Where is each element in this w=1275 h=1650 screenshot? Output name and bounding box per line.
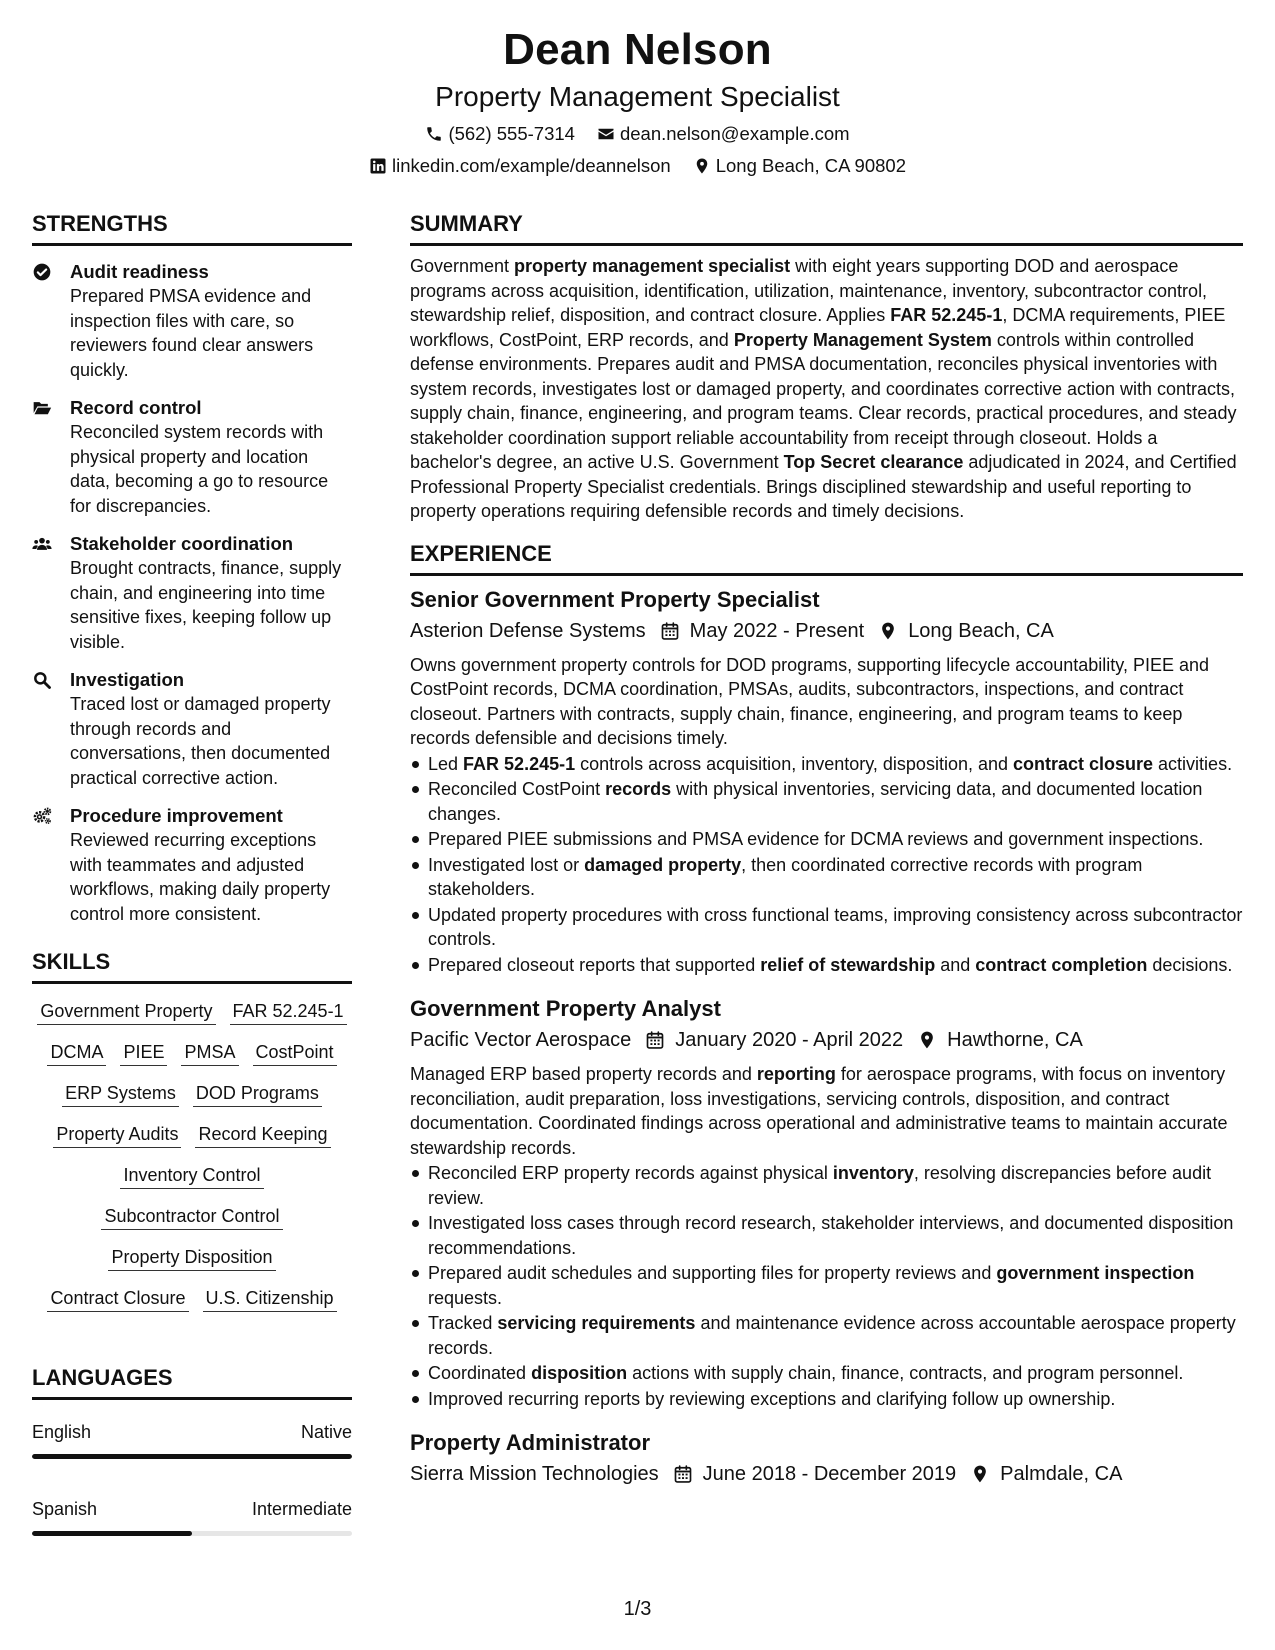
calendar-icon: [660, 621, 680, 641]
strength-desc: Traced lost or damaged property through records and conversations, then documented practical corrective action.: [70, 694, 331, 788]
language-name: English: [32, 1422, 92, 1442]
skills-list: [32, 998, 352, 1312]
job-location: Hawthorne, CA: [947, 1029, 1083, 1051]
language-bar: [32, 1454, 352, 1459]
job-entry: [410, 1429, 1243, 1488]
skill-tag: Property Disposition: [108, 1244, 275, 1271]
language-name: Spanish: [32, 1499, 98, 1519]
job-description: Owns government property controls for DOD programs, supporting lifecycle accountability, PIEE and CostPoint records, DCMA coordination, PMSAs, audits, subcontractors, inspections, and contract closeout. Partners with contracts, supply chain, finance, engineering, and program teams to keep records defensible and decisions timely.: [410, 654, 1210, 748]
contact-email[interactable]: [597, 122, 850, 146]
skill-tag: PMSA: [181, 1039, 238, 1066]
skill-tag: DOD Programs: [193, 1080, 322, 1107]
strength-desc: Reconciled system records with physical property and location data, becoming a go to resource for discrepancies.: [70, 422, 329, 516]
strength-desc: Reviewed recurring exceptions with teammates and adjusted workflows, making daily property control more consistent.: [70, 830, 331, 924]
calendar-icon: [645, 1030, 665, 1050]
map-pin-icon: [917, 1030, 937, 1050]
language-item: [32, 1420, 352, 1459]
strength-title: Investigation: [70, 669, 185, 690]
job-title: Property Administrator: [410, 1430, 651, 1455]
job-bullet: Improved recurring reports by reviewing exceptions and clarifying follow up ownership.: [410, 1387, 1243, 1412]
candidate-name: Dean Nelson: [503, 25, 772, 74]
language-bar: [32, 1531, 352, 1536]
skill-tag: U.S. Citizenship: [203, 1285, 337, 1312]
strength-item: [32, 396, 352, 518]
language-item: [32, 1497, 352, 1536]
job-bullet: Reconciled CostPoint records with physical inventories, servicing data, and documented location changes.: [410, 777, 1243, 826]
job-bullet: Prepared PIEE submissions and PMSA evidence for DCMA reviews and government inspections.: [410, 827, 1243, 852]
job-title: Government Property Analyst: [410, 996, 721, 1021]
job-bullet: Investigated loss cases through record research, stakeholder interviews, and documented disposition recommendations.: [410, 1211, 1243, 1260]
location-text: Long Beach, CA 90802: [715, 155, 906, 176]
check-circle-icon: [32, 262, 52, 282]
job-bullet: Tracked servicing requirements and maintenance evidence across accountable aerospace property records.: [410, 1311, 1243, 1360]
folder-open-icon: [32, 398, 52, 418]
phone-text: (562) 555-7314: [448, 123, 575, 144]
job-title: Senior Government Property Specialist: [410, 586, 820, 612]
job-bullet: Prepared audit schedules and supporting files for property reviews and government inspection requests.: [410, 1261, 1243, 1310]
skill-tag: Subcontractor Control: [101, 1203, 282, 1230]
strength-title: Procedure improvement: [70, 805, 283, 826]
right-column: [410, 210, 1243, 1488]
gears-icon: [32, 806, 52, 826]
summary-text: Government property management specialist with eight years supporting DOD and aerospace programs across acquisition, identification, utilization, maintenance, inventory, subcontractor control, stewardship relief, disposition, and contract closure. Applies FAR 52.245-1, DCMA requirements, PIEE workflows, CostPoint, ERP records, and Property Management System controls within controlled defense environments. Prepares audit and PMSA documentation, reconciles physical inventories with system records, investigates lost or damaged property, and coordinates corrective action with contracts, supply chain, finance, engineering, and program teams. Clear records, practical procedures, and steady stakeholder coordination support reliable accountability from receipt through closeout. Holds a bachelor's degree, an active U.S. Government Top Secret clearance adjudicated in 2024, and Certified Professional Property Specialist credentials. Brings disciplined stewardship and useful reporting to property operations requiring defensible records and timely decisions.: [410, 256, 1237, 521]
strength-title: Audit readiness: [70, 261, 209, 282]
job-bullet: Reconciled ERP property records against physical inventory, resolving discrepancies before audit review.: [410, 1161, 1243, 1210]
strength-item: [32, 804, 352, 926]
strength-desc: Brought contracts, finance, supply chain, and engineering into time sensitive fixes, keeping follow up visible.: [70, 558, 342, 652]
summary-heading: SUMMARY: [410, 210, 1243, 246]
contact-location: [693, 154, 906, 178]
envelope-icon: [597, 125, 615, 143]
strength-item: [32, 668, 352, 790]
job-dates: June 2018 - December 2019: [702, 1463, 957, 1485]
calendar-icon: [673, 1464, 693, 1484]
job-bullet: Prepared closeout reports that supported relief of stewardship and contract completion decisions.: [410, 953, 1243, 978]
job-dates: May 2022 - Present: [689, 619, 865, 642]
skill-tag: Government Property: [37, 998, 215, 1025]
job-meta: [410, 1460, 1243, 1488]
skills-heading: SKILLS: [32, 948, 352, 984]
map-pin-icon: [693, 157, 711, 175]
candidate-title: Property Management Specialist: [435, 81, 840, 112]
job-location: Long Beach, CA: [908, 619, 1054, 642]
resume-header: [0, 22, 1275, 178]
left-column: [32, 210, 352, 1536]
job-bullet: Updated property procedures with cross functional teams, improving consistency across subcontractor controls.: [410, 903, 1243, 952]
skill-tag: Inventory Control: [120, 1162, 263, 1189]
linkedin-icon: [369, 157, 387, 175]
strength-title: Stakeholder coordination: [70, 533, 294, 554]
page-number: 1/3: [623, 1598, 652, 1620]
skill-tag: PIEE: [120, 1039, 167, 1066]
job-meta: [410, 1026, 1243, 1054]
users-icon: [32, 534, 52, 554]
job-company: Asterion Defense Systems: [410, 619, 646, 642]
strength-item: [32, 532, 352, 654]
skill-tag: CostPoint: [253, 1039, 337, 1066]
contact-row-secondary: [0, 154, 1275, 178]
job-bullet: Led FAR 52.245-1 controls across acquisition, inventory, disposition, and contract closure activities.: [410, 752, 1243, 777]
language-bar-fill: [32, 1454, 352, 1459]
skill-tag: Record Keeping: [195, 1121, 330, 1148]
contact-linkedin[interactable]: [369, 154, 671, 178]
experience-heading: EXPERIENCE: [410, 540, 1243, 576]
strength-title: Record control: [70, 397, 202, 418]
skill-tag: Property Audits: [53, 1121, 181, 1148]
job-company: Pacific Vector Aerospace: [410, 1029, 632, 1051]
language-bar-fill: [32, 1531, 192, 1536]
contact-row-primary: [0, 122, 1275, 146]
skill-tag: FAR 52.245-1: [230, 998, 347, 1025]
strengths-heading: STRENGTHS: [32, 210, 352, 246]
job-bullets: [410, 752, 1243, 978]
skill-tag: DCMA: [47, 1039, 106, 1066]
contact-phone[interactable]: [425, 122, 575, 146]
search-icon: [32, 670, 52, 690]
experience-list: [410, 586, 1243, 1489]
job-dates: January 2020 - April 2022: [675, 1029, 904, 1051]
languages-heading: LANGUAGES: [32, 1364, 352, 1400]
language-level: Intermediate: [251, 1499, 352, 1519]
job-company: Sierra Mission Technologies: [410, 1463, 659, 1485]
job-meta: [410, 617, 1243, 645]
email-text: dean.nelson@example.com: [619, 123, 850, 144]
phone-icon: [425, 125, 443, 143]
linkedin-text: linkedin.com/example/deannelson: [392, 155, 671, 176]
language-level: Native: [300, 1422, 352, 1442]
job-entry: [410, 995, 1243, 1411]
job-bullet: Investigated lost or damaged property, then coordinated corrective records with program stakeholders.: [410, 853, 1243, 902]
job-description: Managed ERP based property records and reporting for aerospace programs, with focus on inventory reconciliation, audit preparation, loss investigations, servicing controls, disposition, and contract documentation. Coordinated findings across operational and administrative teams to maintain accurate stewardship records.: [410, 1064, 1228, 1158]
strength-desc: Prepared PMSA evidence and inspection files with care, so reviewers found clear answers quickly.: [70, 286, 314, 380]
job-entry: [410, 586, 1243, 978]
strength-item: [32, 260, 352, 382]
map-pin-icon: [878, 621, 898, 641]
skill-tag: ERP Systems: [62, 1080, 179, 1107]
skill-tag: Contract Closure: [47, 1285, 188, 1312]
job-bullets: [410, 1161, 1243, 1411]
job-bullet: Coordinated disposition actions with supply chain, finance, contracts, and program personnel.: [410, 1361, 1243, 1386]
map-pin-icon: [970, 1464, 990, 1484]
job-location: Palmdale, CA: [1000, 1463, 1123, 1485]
